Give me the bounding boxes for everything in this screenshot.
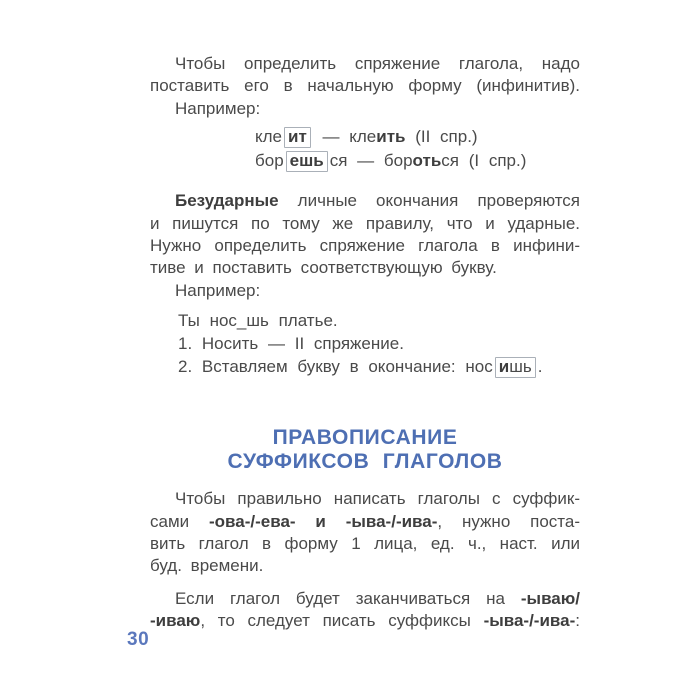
unstressed-endings-paragraph xyxy=(150,190,580,302)
text-line xyxy=(255,125,580,149)
suffix-rule-paragraph xyxy=(150,488,580,578)
text-segment: ся — бор xyxy=(329,151,413,171)
text-segment: Нужно определить спряжение глагола в инфини- xyxy=(150,236,580,256)
text-line xyxy=(150,533,580,555)
bold-text-segment: ит xyxy=(288,127,307,147)
text-segment: . xyxy=(537,357,543,377)
bold-text-segment: -ыва-/-ива- xyxy=(483,611,576,631)
text-segment: : xyxy=(575,611,580,631)
text-line xyxy=(150,450,580,474)
text-segment: Например: xyxy=(175,280,261,300)
conjugation-examples xyxy=(255,125,580,173)
bold-text-segment: и xyxy=(498,357,510,377)
text-line xyxy=(150,190,580,212)
text-segment: тиве и поставить соответствующую букву. xyxy=(150,258,497,278)
text-segment: и пишутся по тому же правилу, что и ударные. xyxy=(150,213,580,233)
text-line xyxy=(150,213,580,235)
text-segment: шь xyxy=(509,357,532,377)
text-segment: ся (I спр.) xyxy=(441,151,527,171)
text-line xyxy=(150,98,580,120)
text-segment: , нужно поста- xyxy=(437,511,580,531)
ending-rule-paragraph xyxy=(150,588,580,633)
page-content xyxy=(150,53,580,633)
text-line xyxy=(150,53,580,75)
text-segment: Чтобы определить спряжение глагола, надо xyxy=(175,54,580,73)
ending-box xyxy=(286,151,328,172)
text-segment: вить глагол в форму 1 лица, ед. ч., наст. или xyxy=(150,534,580,554)
text-line xyxy=(150,280,580,302)
text-line xyxy=(178,355,580,378)
section-heading xyxy=(150,426,580,474)
bold-text-segment: -ова-/-ева- и -ыва-/-ива- xyxy=(208,511,438,531)
text-line xyxy=(150,235,580,257)
text-segment: личные окончания проверяются xyxy=(278,191,580,211)
text-segment: Ты нос_шь платье. xyxy=(178,311,338,331)
bold-text-segment: ешь xyxy=(289,151,324,171)
ending-box xyxy=(284,127,311,148)
text-segment: поставить его в начальную форму (инфинитив). xyxy=(150,76,580,96)
text-segment: ПРАВОПИСАНИЕ xyxy=(272,426,458,450)
text-flow xyxy=(150,53,580,633)
text-line xyxy=(150,488,580,510)
text-line xyxy=(150,610,580,632)
text-line xyxy=(150,426,580,450)
intro-paragraph xyxy=(150,53,580,120)
text-segment: (II спр.) xyxy=(405,127,478,147)
text-line xyxy=(150,511,580,533)
text-line xyxy=(150,257,580,279)
nosish-example xyxy=(178,309,580,378)
text-segment: сами xyxy=(150,511,209,531)
text-segment: Например: xyxy=(175,98,261,118)
text-segment: СУФФИКСОВ ГЛАГОЛОВ xyxy=(227,450,503,474)
bold-text-segment: -ываю/ xyxy=(520,588,580,608)
text-line xyxy=(150,75,580,97)
text-line xyxy=(150,588,580,610)
ending-box xyxy=(495,357,536,378)
text-segment: кле xyxy=(255,127,283,147)
text-line xyxy=(178,332,580,355)
text-line xyxy=(255,149,580,173)
text-line xyxy=(150,555,580,577)
bold-text-segment: -иваю xyxy=(150,611,201,631)
bold-text-segment: оть xyxy=(412,151,442,171)
text-segment: Чтобы правильно написать глаголы с суффик- xyxy=(175,489,580,509)
bold-text-segment: ить xyxy=(376,127,406,147)
text-segment: Если глагол будет заканчиваться на xyxy=(175,588,521,608)
bold-text-segment: Безударные xyxy=(175,191,279,211)
text-segment: , то следует писать суффиксы xyxy=(200,611,484,631)
text-segment: 1. Носить — II спряжение. xyxy=(178,334,404,354)
text-segment: — кле xyxy=(312,127,377,147)
text-segment: 2. Вставляем букву в окончание: нос xyxy=(178,357,493,377)
text-segment: буд. времени. xyxy=(150,556,264,576)
page-number: 30 xyxy=(127,629,150,650)
text-line xyxy=(178,309,580,332)
text-segment: бор xyxy=(255,151,284,171)
